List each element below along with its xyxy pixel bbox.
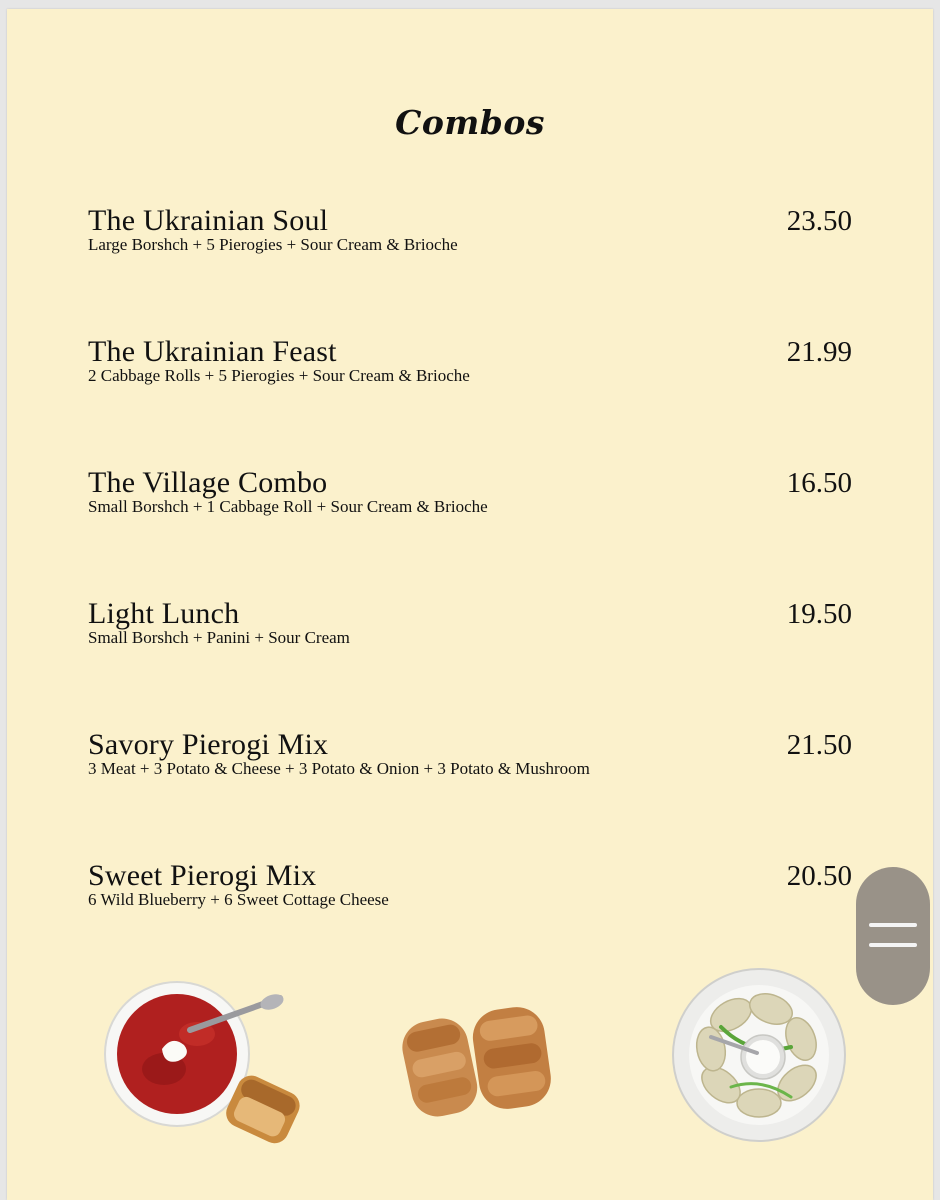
menu-item-price: 21.99 [786,336,852,368]
borshch-bowl-image [102,974,312,1154]
menu-item-description: 2 Cabbage Rolls + 5 Pierogies + Sour Cream & Brioche [88,366,470,385]
menu-drawer-handle[interactable] [856,867,930,1005]
menu-item-description: Small Borshch + Panini + Sour Cream [88,628,350,647]
menu-item [88,465,852,535]
menu-item [88,858,852,928]
menu-item-description: Small Borshch + 1 Cabbage Roll + Sour Cream & Brioche [88,497,488,516]
pierogi-plate-image [671,967,847,1143]
menu-item-name: Light Lunch [88,597,240,630]
menu-item [88,727,852,797]
menu-item-description: 3 Meat + 3 Potato & Cheese + 3 Potato & Onion + 3 Potato & Mushroom [88,759,590,778]
menu-page [7,9,933,1200]
menu-item [88,334,852,404]
menu-item-price: 20.50 [786,860,852,892]
menu-item-name: The Ukrainian Soul [88,204,329,237]
menu-item [88,203,852,273]
menu-item-name: Savory Pierogi Mix [88,728,329,761]
menu-item-name: The Village Combo [88,466,328,499]
menu-item-price: 23.50 [786,205,852,237]
cabbage-rolls-image [392,994,572,1134]
menu-item-description: Large Borshch + 5 Pierogies + Sour Cream & Brioche [88,235,458,254]
menu-item-description: 6 Wild Blueberry + 6 Sweet Cottage Cheese [88,890,389,909]
menu-item [88,596,852,666]
hamburger-icon-line-bottom [869,943,917,947]
menu-item-name: The Ukrainian Feast [88,335,337,368]
menu-item-name: Sweet Pierogi Mix [88,859,317,892]
menu-item-price: 16.50 [786,467,852,499]
menu-title: Combos [395,103,545,142]
menu-item-price: 19.50 [786,598,852,630]
hamburger-icon-line-top [869,923,917,927]
menu-item-price: 21.50 [786,729,852,761]
